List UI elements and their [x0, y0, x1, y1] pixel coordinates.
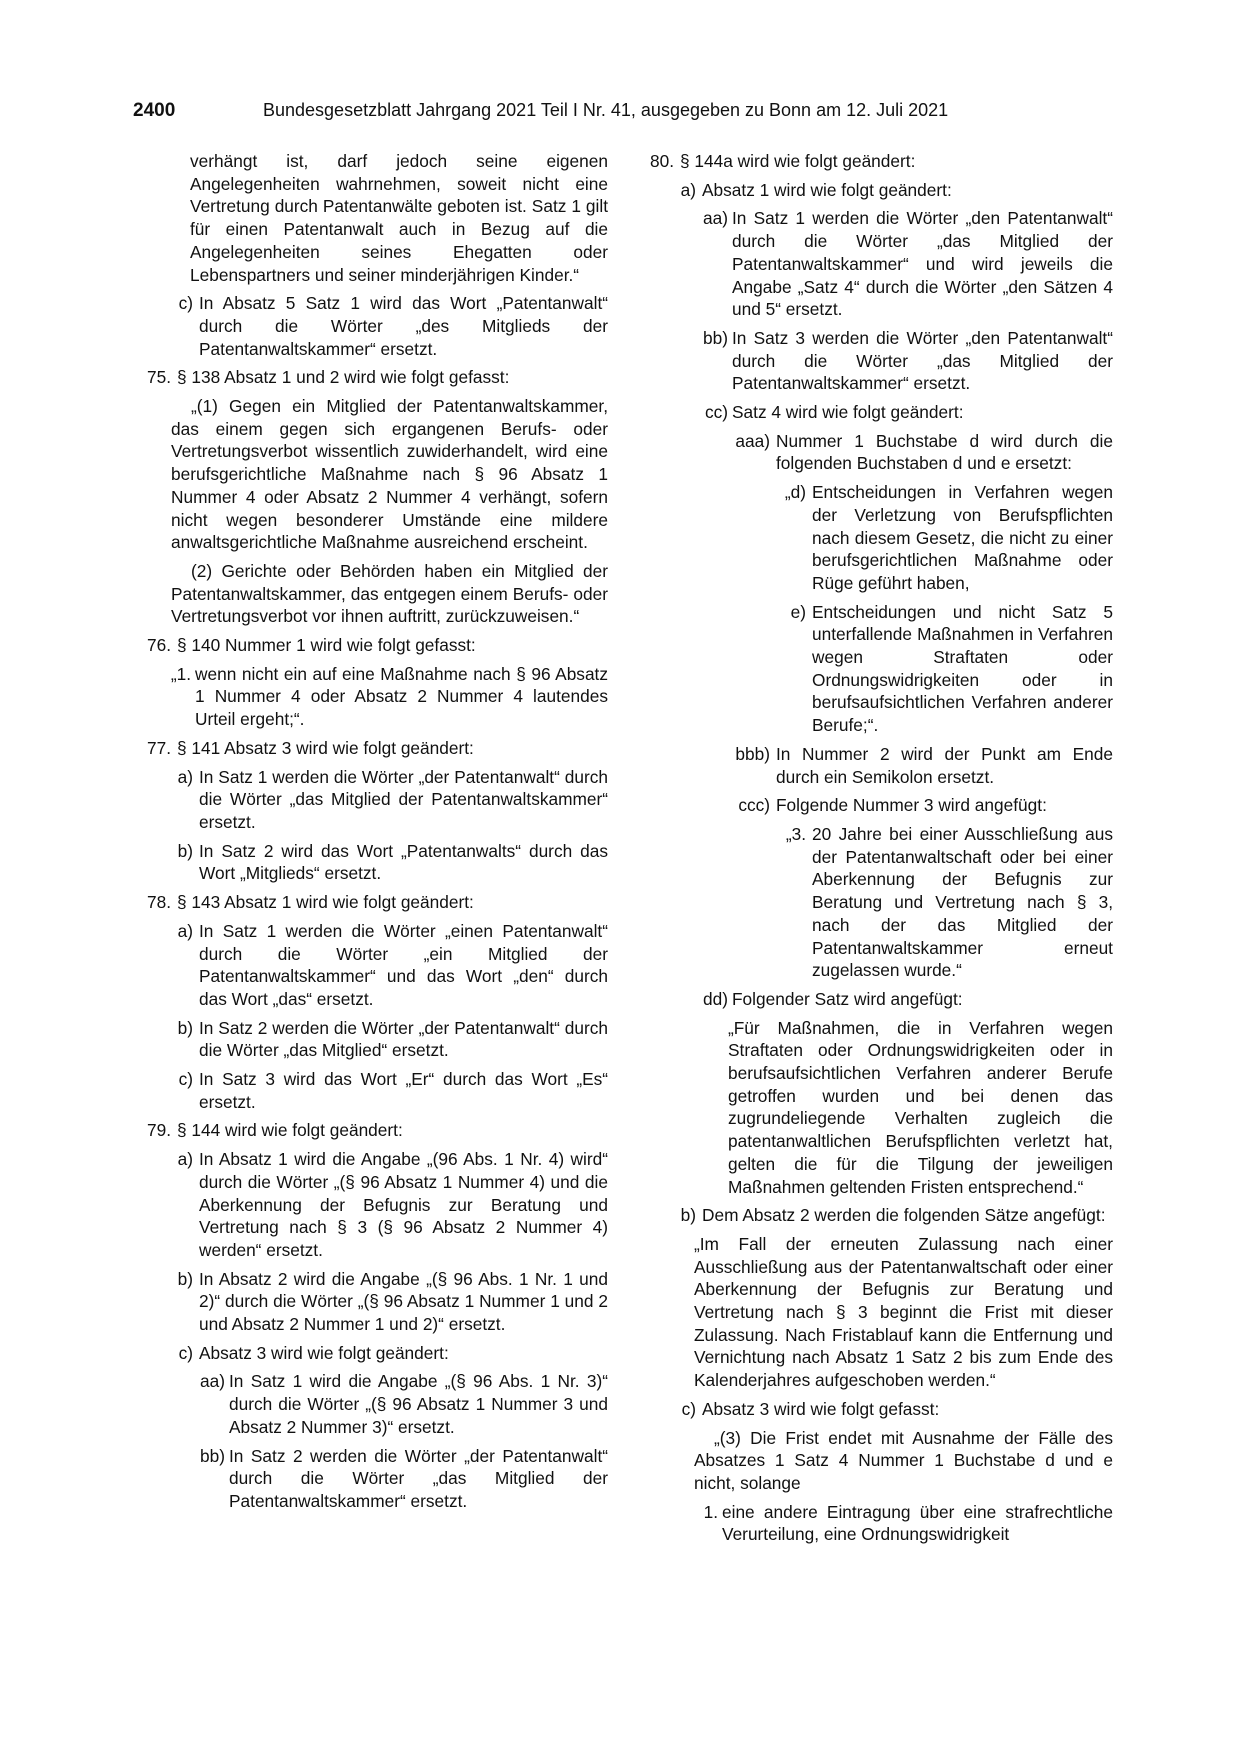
item-label: „3. — [785, 823, 806, 844]
item-label: c) — [681, 1398, 696, 1419]
item-text: In Satz 1 wird die Angabe „(§ 96 Abs. 1 Nr. 3)“ durch die Wörter „(§ 96 Absatz 1 Nummer 3 und Absatz 2 Nummer 3)“ ersetzt. — [229, 1371, 608, 1437]
item-label: a) — [680, 179, 696, 200]
item-label: bb) — [703, 327, 728, 348]
page-header — [133, 100, 1113, 128]
item-text: § 143 Absatz 1 wird wie folgt geändert: — [177, 892, 474, 913]
item-label: b) — [177, 1268, 193, 1289]
item-text: § 141 Absatz 3 wird wie folgt geändert: — [177, 737, 474, 758]
item-label: c) — [178, 1069, 193, 1090]
item-80-b — [636, 1204, 1113, 1227]
item-77-a — [133, 766, 608, 834]
item-label: aa) — [200, 1371, 225, 1392]
item-79-c-bb — [133, 1445, 608, 1513]
item-label: „1. — [170, 663, 191, 684]
item-80-a-dd — [636, 988, 1113, 1011]
item-78-a — [133, 920, 608, 1011]
item-label: aa) — [703, 208, 728, 229]
item-80-a-cc-aaa — [636, 430, 1113, 475]
item-label: c) — [178, 293, 193, 314]
item-text: In Satz 1 werden die Wörter „einen Patentanwalt“ durch die Wörter „ein Mitglied der Patentanwaltskammer“ und das Wort „den“ durch das Wort „das“ ersetzt. — [199, 920, 608, 1009]
item-text: In Absatz 2 wird die Angabe „(§ 96 Abs. 1 Nr. 1 und 2)“ durch die Wörter „(§ 96 Absatz 1 Nummer 1 und 2 und Absatz 2 Nummer 1 und 2)“ ersetzt. — [199, 1268, 608, 1335]
item-label: a) — [177, 1149, 193, 1170]
item-text: Dem Absatz 2 werden die folgenden Sätze angefügt: — [702, 1205, 1106, 1226]
item-text: § 138 Absatz 1 und 2 wird wie folgt gefasst: — [177, 367, 510, 388]
item-79-a — [133, 1148, 608, 1262]
item-text: In Satz 2 wird das Wort „Patentanwalts“ durch das Wort „Mitglieds“ ersetzt. — [199, 840, 608, 884]
item-80-c — [636, 1398, 1113, 1421]
item-number: 77. — [146, 737, 171, 758]
item-79-c — [133, 1342, 608, 1365]
item-text: § 140 Nummer 1 wird wie folgt gefasst: — [177, 635, 476, 656]
item-80-a — [636, 179, 1113, 202]
item-text: Folgender Satz wird angefügt: — [732, 988, 963, 1009]
item-77 — [133, 737, 608, 760]
left-column — [133, 150, 608, 1519]
item-79-c-aa — [133, 1370, 608, 1438]
item-text: § 144 wird wie folgt geändert: — [177, 1120, 403, 1141]
b-quote: „Im Fall der erneuten Zulassung nach einer Ausschließung aus der Patentanwaltschaft oder einer Aberkennung der Befugnis zur Beratung und Vertretung nach § 3 beginnt die Frist mit dieser Zulassung. Nach Fristablauf kann die Entfernung und Vernichtung nach Absatz 1 Satz 2 bis zum Ende des Kalenderjahres aufgeschoben werden.“ — [694, 1233, 1113, 1391]
item-label: cc) — [704, 402, 728, 423]
item-78-b — [133, 1017, 608, 1062]
quote-item-d — [636, 481, 1113, 595]
item-number: 80. — [649, 151, 674, 171]
c-quote-item-1 — [636, 1501, 1113, 1546]
item-label: b) — [177, 840, 193, 861]
item-text: Absatz 1 wird wie folgt geändert: — [702, 179, 952, 200]
item-text: In Satz 3 werden die Wörter „den Patentanwalt“ durch die Wörter „das Mitglied der Patentanwaltskammer“ ersetzt. — [732, 327, 1113, 394]
item-80-a-bb — [636, 327, 1113, 395]
item-label: e) — [790, 601, 806, 622]
item-text: Folgende Nummer 3 wird angefügt: — [776, 795, 1047, 816]
running-title: Bundesgesetzblatt Jahrgang 2021 Teil I Nr. 41, ausgegeben zu Bonn am 12. Juli 2021 — [263, 100, 949, 120]
item-label: b) — [680, 1205, 696, 1226]
quote-item-3 — [636, 823, 1113, 982]
item-text: In Satz 1 werden die Wörter „der Patentanwalt“ durch die Wörter „das Mitglied der Patentanwaltskammer“ ersetzt. — [199, 766, 608, 832]
item-79-b — [133, 1268, 608, 1336]
item-text: In Satz 2 werden die Wörter „der Patentanwalt“ durch die Wörter „das Mitglied der Patentanwaltskammer“ ersetzt. — [229, 1445, 608, 1511]
item-text: In Nummer 2 wird der Punkt am Ende durch ein Semikolon ersetzt. — [776, 743, 1113, 787]
item-c-absatz-5 — [133, 292, 608, 360]
item-text: In Absatz 1 wird die Angabe „(96 Abs. 1 Nr. 4) wird“ durch die Wörter „(§ 96 Absatz 1 Nummer 4) und die Aberkennung der Befugnis zur Beratung und Vertretung nach § 3 (§ 96 Absatz 2 Nummer 4) werden“ ersetzt. — [199, 1149, 608, 1260]
item-80-a-aa — [636, 207, 1113, 321]
item-label: ccc) — [738, 795, 770, 816]
item-label: a) — [177, 766, 193, 787]
item-76 — [133, 634, 608, 657]
item-number: 75. — [146, 367, 171, 388]
quote-paragraph-2: (2) Gerichte oder Behörden haben ein Mitglied der Patentanwaltskammer, das entgegen einem Berufs- oder Vertretungsverbot vor ihnen auftritt, zurückzuweisen.“ — [171, 560, 608, 627]
item-text: 20 Jahre bei einer Ausschließung aus der Patentanwaltschaft oder bei einer Aberkennung der Befugnis zur Beratung und Vertretung nach § 3, nach der das Mitglied der Patentanwaltskammer erneut zugelassen wurde.“ — [812, 823, 1113, 981]
item-text: In Absatz 5 Satz 1 wird das Wort „Patentanwalt“ durch die Wörter „des Mitglieds der Patentanwaltskammer“ ersetzt. — [199, 293, 608, 359]
item-text: In Satz 1 werden die Wörter „den Patentanwalt“ durch die Wörter „das Mitglied der Patentanwaltskammer“ und wird jeweils die Angabe „Satz 4“ durch die Wörter „den Sätzen 4 und 5“ ersetzt. — [732, 208, 1113, 320]
item-text: Entscheidungen und nicht Satz 5 unterfallende Maßnahmen in Verfahren wegen Straftaten oder Ordnungswidrigkeiten oder in berufsaufsichtlichen Verfahren anderer Berufe;“. — [812, 601, 1113, 736]
item-label: bbb) — [735, 743, 770, 764]
item-80-a-cc-ccc — [636, 794, 1113, 817]
item-label: a) — [177, 920, 193, 941]
item-78 — [133, 891, 608, 914]
quote-item-e — [636, 601, 1113, 737]
item-text: wenn nicht ein auf eine Maßnahme nach § 96 Absatz 1 Nummer 4 oder Absatz 2 Nummer 4 lautendes Urteil ergeht;“. — [195, 663, 608, 730]
item-label: c) — [178, 1342, 193, 1363]
item-text: Absatz 3 wird wie folgt geändert: — [199, 1342, 449, 1363]
item-label: „d) — [784, 482, 806, 503]
item-number: 79. — [146, 1120, 171, 1141]
item-label: dd) — [703, 988, 728, 1009]
item-77-b — [133, 840, 608, 885]
item-number: 76. — [146, 635, 171, 656]
item-text: Absatz 3 wird wie folgt gefasst: — [702, 1398, 940, 1419]
c-quote: „(3) Die Frist endet mit Ausnahme der Fälle des Absatzes 1 Satz 4 Nummer 1 Buchstabe d und e nicht, solange — [694, 1427, 1113, 1493]
item-text: Entscheidungen in Verfahren wegen der Verletzung von Berufspflichten nach diesem Gesetz, die nicht zu einer berufsgerichtlichen Maßnahme oder Rüge geführt haben, — [812, 482, 1113, 593]
item-text: In Satz 3 wird das Wort „Er“ durch das Wort „Es“ ersetzt. — [199, 1069, 608, 1112]
item-label: b) — [177, 1017, 193, 1038]
quote-item-1 — [133, 663, 608, 731]
item-label: aaa) — [735, 430, 770, 451]
dd-quote: „Für Maßnahmen, die in Verfahren wegen Straftaten oder Ordnungswidrigkeiten oder in berufsaufsichtlichen Verfahren anderer Berufe getroffen wurden und bei denen das zugrundeliegende Verhalten zugleich die patentanwaltlichen Berufspflichten verletzt hat, gelten die für die Tilgung der jeweiligen Maßnahmen geltenden Fristen entsprechend.“ — [728, 1017, 1113, 1197]
item-79 — [133, 1119, 608, 1142]
item-text: Nummer 1 Buchstabe d wird durch die folgenden Buchstaben d und e ersetzt: — [776, 430, 1113, 474]
item-text: Satz 4 wird wie folgt geändert: — [732, 402, 964, 423]
quote-paragraph-1: „(1) Gegen ein Mitglied der Patentanwaltskammer, das einem gegen sich ergangenen Berufs- oder Vertretungsverbot wissentlich zuwiderhandelt, wird eine berufsgerichtliche Maßnahme nach § 96 Absatz 1 Nummer 4 oder Absatz 2 Nummer 4 verhängt, sofern nicht wegen besonderer Umstände eine mildere anwaltsgerichtliche Maßnahme ausreichend erscheint. — [171, 396, 608, 553]
item-78-c — [133, 1068, 608, 1113]
item-text: § 144a wird wie folgt geändert: — [680, 151, 916, 171]
item-label: bb) — [200, 1445, 225, 1466]
item-75 — [133, 366, 608, 389]
item-80-a-cc — [636, 401, 1113, 424]
page-number: 2400 — [133, 100, 176, 121]
item-80-a-cc-bbb — [636, 743, 1113, 788]
item-number: 78. — [146, 892, 171, 913]
continued-paragraph: verhängt ist, darf jedoch seine eigenen Angelegenheiten wahrnehmen, soweit nicht eine Vertretung durch Patentanwälte geboten ist. Satz 1 gilt für einen Patentanwalt auch in Bezug auf die Angelegenheiten seines Ehegatten oder Lebenspartners und seiner minderjährigen Kinder.“ — [190, 151, 608, 285]
item-label: 1. — [703, 1501, 718, 1522]
item-text: In Satz 2 werden die Wörter „der Patentanwalt“ durch die Wörter „das Mitglied“ ersetzt. — [199, 1017, 608, 1061]
right-column — [636, 150, 1113, 1552]
item-text: eine andere Eintragung über eine strafrechtliche Verurteilung, eine Ordnungswidrigkeit — [722, 1501, 1113, 1545]
item-80 — [636, 150, 1113, 173]
